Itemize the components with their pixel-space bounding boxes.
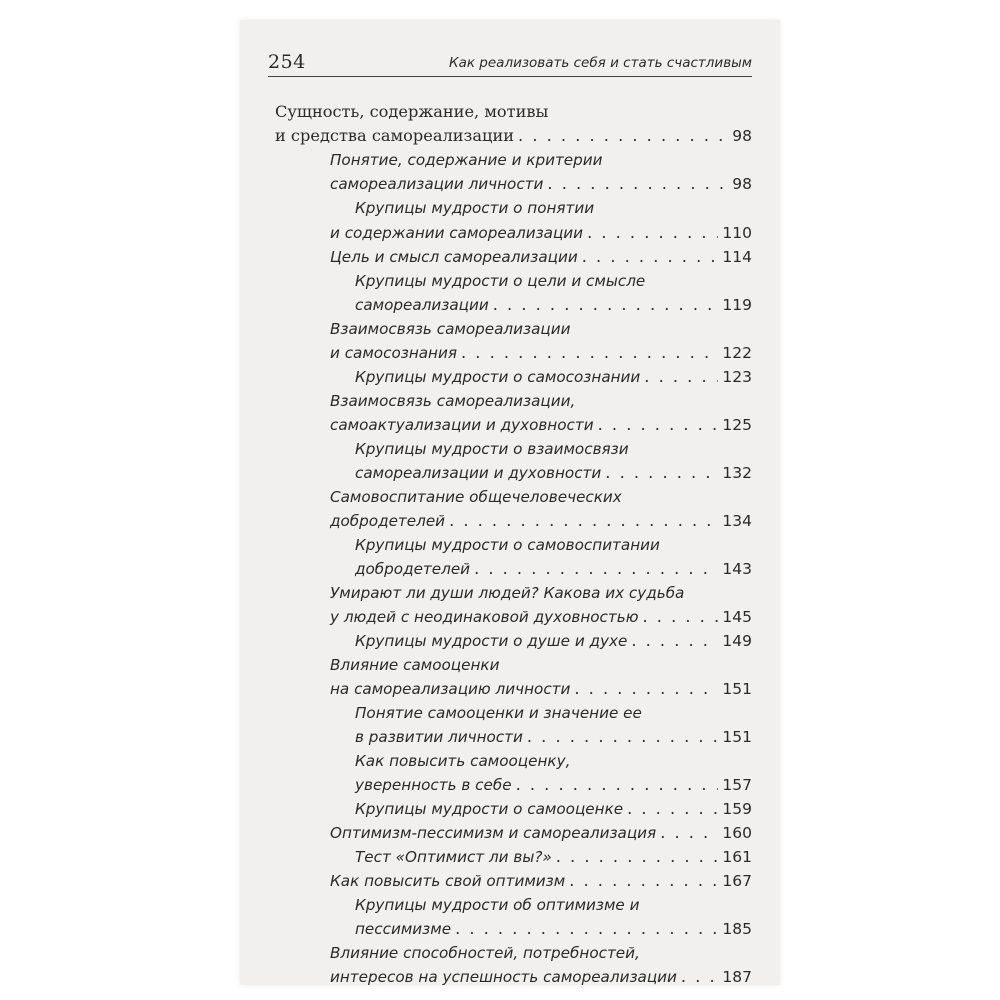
- dot-leader: [574, 677, 718, 701]
- toc-entry: [330, 965, 752, 989]
- toc-entry: [330, 605, 752, 629]
- dot-leader: [587, 221, 718, 245]
- toc-entry-page: 151: [722, 728, 752, 746]
- toc-entry: [275, 100, 752, 124]
- running-title: Как реализовать себя и стать счастливым: [449, 55, 752, 71]
- toc-entry-text: самореализации и духовности: [355, 464, 602, 482]
- toc-entry-text: Как повысить свой оптимизм: [330, 872, 566, 890]
- toc-entry-page: 114: [722, 248, 752, 266]
- toc-entry-text: пессимизме: [355, 920, 452, 938]
- toc-entry: [355, 293, 752, 317]
- toc-entry: [355, 196, 752, 220]
- toc-entry-text: Взаимосвязь самореализации: [330, 320, 571, 338]
- toc-entry-text: Влияние способностей, потребностей,: [330, 944, 640, 962]
- toc-entry: [330, 677, 752, 701]
- toc-entry: [355, 269, 752, 293]
- toc-entry-text: Самовоспитание общечеловеческих: [330, 488, 622, 506]
- toc-entry-text: Тест «Оптимист ли вы?»: [355, 848, 552, 866]
- toc-entry: [355, 797, 752, 821]
- dot-leader: [631, 629, 718, 653]
- toc-entry: [355, 773, 752, 797]
- toc-entry-text: и содержании самореализации: [330, 224, 584, 242]
- toc-entry: [355, 917, 752, 941]
- toc-entry-page: 160: [722, 824, 752, 842]
- toc-entry: [330, 821, 752, 845]
- dot-leader: [461, 341, 718, 365]
- dot-leader: [605, 461, 718, 485]
- toc-entry-page: 110: [722, 224, 752, 242]
- toc-entry: [330, 389, 752, 413]
- toc-entry: [330, 148, 752, 172]
- toc-entry-page: 143: [722, 560, 752, 578]
- toc-entry: [355, 629, 752, 653]
- toc-entry-page: 159: [722, 800, 752, 818]
- toc-entry-text: у людей с неодинаковой духовностью: [330, 608, 639, 626]
- toc-entry: [330, 581, 752, 605]
- toc-entry-text: Оптимизм-пессимизм и самореализация: [330, 824, 657, 842]
- toc-entry: [355, 749, 752, 773]
- toc-entry: [355, 461, 752, 485]
- toc-entry: [330, 221, 752, 245]
- toc-entry: [330, 941, 752, 965]
- toc-entry-text: Крупицы мудрости о душе и духе: [355, 632, 628, 650]
- toc-entry-page: 134: [722, 512, 752, 530]
- dot-leader: [516, 773, 719, 797]
- toc-entry: [330, 509, 752, 533]
- toc-entry-text: Цель и смысл самореализации: [330, 248, 578, 266]
- toc-entry-page: 145: [722, 608, 752, 626]
- dot-leader: [556, 845, 719, 869]
- table-of-contents: [240, 20, 780, 985]
- toc-entry: [355, 437, 752, 461]
- dot-leader: [582, 245, 719, 269]
- toc-entry-text: Понятие самооценки и значение ее: [355, 704, 642, 722]
- dot-leader: [569, 869, 718, 893]
- toc-entry: [355, 701, 752, 725]
- book-page: [240, 20, 780, 985]
- toc-entry: [355, 533, 752, 557]
- toc-entry-text: Сущность, содержание, мотивы: [275, 102, 549, 121]
- toc-entry: [330, 172, 752, 196]
- toc-entry-text: Взаимосвязь самореализации,: [330, 392, 576, 410]
- toc-entry-text: добродетелей: [330, 512, 446, 530]
- toc-entry-page: 149: [722, 632, 752, 650]
- toc-entry: [355, 845, 752, 869]
- toc-entry-page: 132: [722, 464, 752, 482]
- toc-entry: [330, 341, 752, 365]
- toc-entry: [355, 557, 752, 581]
- toc-entry-page: 187: [722, 968, 752, 986]
- toc-entry-text: Понятие, содержание и критерии: [330, 151, 603, 169]
- toc-entry-text: и самосознания: [330, 344, 457, 362]
- toc-entry-page: 122: [722, 344, 752, 362]
- toc-entry: [330, 869, 752, 893]
- toc-entry-text: самоактуализации и духовности: [330, 416, 594, 434]
- toc-entry-page: 185: [722, 920, 752, 938]
- dot-leader: [493, 293, 719, 317]
- dot-leader: [681, 965, 719, 989]
- toc-entry: [330, 317, 752, 341]
- dot-leader: [642, 605, 718, 629]
- toc-entry: [355, 365, 752, 389]
- toc-entry-page: 125: [722, 416, 752, 434]
- toc-entry: [330, 245, 752, 269]
- toc-entry: [355, 893, 752, 917]
- toc-entry-text: Крупицы мудрости о самосознании: [355, 368, 641, 386]
- toc-entry-text: интересов на успешность самореализации: [330, 968, 677, 986]
- toc-entry-text: Как повысить самооценку,: [355, 752, 571, 770]
- toc-entry-text: самореализации личности: [330, 175, 544, 193]
- dot-leader: [474, 557, 718, 581]
- toc-entry-text: Крупицы мудрости о взаимосвязи: [355, 440, 629, 458]
- toc-entry: [355, 725, 752, 749]
- dot-leader: [547, 172, 728, 196]
- toc-entry-text: Крупицы мудрости об оптимизме и: [355, 896, 640, 914]
- toc-entry-page: 161: [722, 848, 752, 866]
- toc-entry-text: самореализации: [355, 296, 489, 314]
- dot-leader: [644, 365, 718, 389]
- toc-entry-page: 119: [722, 296, 752, 314]
- toc-entry-page: 98: [732, 127, 752, 145]
- toc-entry-text: Крупицы мудрости о понятии: [355, 199, 595, 217]
- toc-entry: [330, 485, 752, 509]
- toc-entry-text: добродетелей: [355, 560, 471, 578]
- page-number: 254: [268, 51, 306, 73]
- toc-entry-text: Крупицы мудрости о цели и смысле: [355, 272, 646, 290]
- toc-entry-page: 157: [722, 776, 752, 794]
- toc-entry: [275, 124, 752, 148]
- dot-leader: [527, 725, 719, 749]
- dot-leader: [598, 413, 719, 437]
- toc-entry-page: 123: [722, 368, 752, 386]
- toc-entry-text: Крупицы мудрости о самооценке: [355, 800, 624, 818]
- dot-leader: [518, 124, 728, 148]
- toc-entry-page: 151: [722, 680, 752, 698]
- dot-leader: [455, 917, 718, 941]
- toc-entry-text: Крупицы мудрости о самовоспитании: [355, 536, 660, 554]
- toc-entry-page: 167: [722, 872, 752, 890]
- toc-entry-page: 98: [732, 175, 752, 193]
- toc-entry: [330, 413, 752, 437]
- toc-entry-text: в развитии личности: [355, 728, 523, 746]
- toc-entry-text: Влияние самооценки: [330, 656, 500, 674]
- toc-entry-text: Умирают ли души людей? Какова их судьба: [330, 584, 685, 602]
- dot-leader: [449, 509, 718, 533]
- dot-leader: [660, 821, 718, 845]
- toc-entry-text: и средства самореализации: [275, 126, 515, 145]
- toc-entry-text: на самореализацию личности: [330, 680, 571, 698]
- dot-leader: [627, 797, 718, 821]
- toc-entry-text: уверенность в себе: [355, 776, 512, 794]
- toc-entry: [330, 653, 752, 677]
